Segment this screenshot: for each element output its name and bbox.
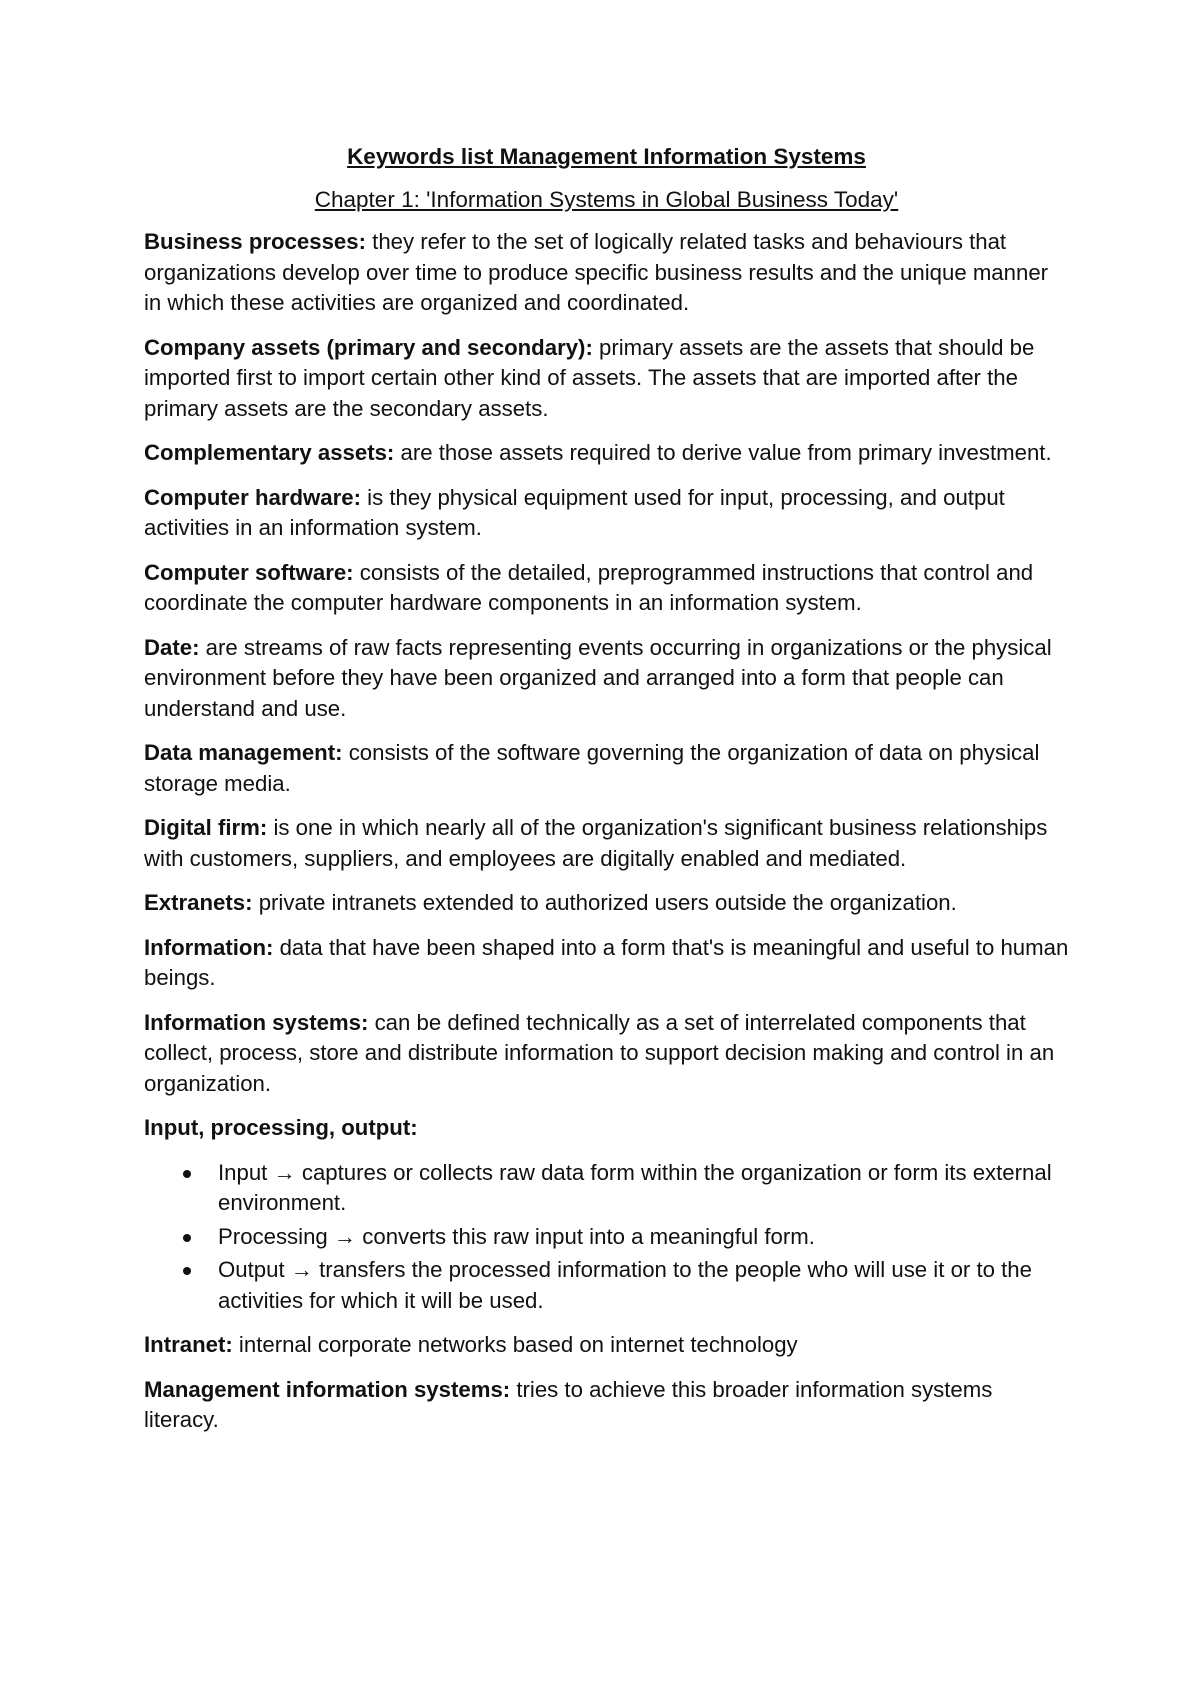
glossary-entry [144, 483, 1069, 544]
glossary-term: Input, processing, output: [144, 1115, 418, 1140]
glossary-term: Complementary assets: [144, 440, 395, 465]
bullet-icon [183, 1267, 191, 1275]
bullet-icon [183, 1170, 191, 1178]
glossary-definition: primary assets are the assets that should be imported first to import certain other kind of assets. The assets that are imported after the primary assets are the secondary assets. [144, 334, 1035, 421]
glossary-entry [144, 933, 1069, 994]
glossary-definition: is one in which nearly all of the organization's significant business relationships with customers, suppliers, and employees are digitally enabled and mediated. [144, 815, 1048, 871]
glossary-term: Management information systems: [144, 1376, 511, 1402]
glossary-entry [144, 1113, 1069, 1144]
glossary-term: Data management: [144, 740, 343, 765]
glossary-term: Intranet: [144, 1332, 233, 1357]
glossary-entry [144, 558, 1069, 619]
document-title: Keywords list Management Information Systems [347, 144, 866, 169]
glossary-definition: tries to achieve this broader information systems literacy. [144, 1376, 993, 1432]
glossary-entry [144, 813, 1069, 874]
glossary-term: Computer hardware: [144, 484, 361, 510]
glossary-definition: can be defined technically as a set of interrelated components that collect, process, store and distribute information to support decision making and control in an organization. [144, 1009, 1055, 1096]
glossary-entry [144, 633, 1069, 725]
glossary-term: Company assets (primary and secondary): [144, 334, 593, 360]
list-item-text: Processing → converts this raw input into a meaningful form. [218, 1223, 815, 1249]
glossary-term: Business processes: [144, 229, 366, 254]
chapter-subtitle: Chapter 1: 'Information Systems in Global Business Today' [314, 186, 899, 212]
glossary-entry [144, 738, 1069, 799]
glossary-entry [144, 333, 1069, 425]
glossary-term: Date: [144, 634, 200, 660]
input-processing-output-list [144, 1158, 1069, 1317]
glossary-entry [144, 888, 1069, 919]
glossary-definition: consists of the detailed, preprogrammed instructions that control and coordinate the computer hardware components in an information system. [144, 559, 1034, 615]
glossary-entry [144, 227, 1069, 319]
list-item [144, 1158, 1069, 1219]
document-body [144, 142, 1069, 1450]
list-item [144, 1222, 1069, 1253]
glossary-definition: is they physical equipment used for input, processing, and output activities in an information system. [144, 484, 1005, 540]
glossary-definition: are streams of raw facts representing events occurring in organizations or the physical environment before they have been organized and arranged into a form that people can understand and use. [144, 634, 1052, 721]
list-item-text: Input → captures or collects raw data form within the organization or form its external environment. [218, 1159, 1052, 1215]
bullet-icon [183, 1234, 191, 1242]
list-item-text: Output → transfers the processed information to the people who will use it or to the activities for which it will be used. [218, 1257, 1032, 1313]
glossary-definition: data that have been shaped into a form that's is meaningful and useful to human beings. [144, 934, 1069, 990]
glossary-term: Digital firm: [144, 815, 268, 840]
glossary-entry [144, 1008, 1069, 1100]
glossary-term: Computer software: [144, 559, 354, 585]
glossary-term: Information: [144, 934, 274, 960]
glossary-definition: they refer to the set of logically related tasks and behaviours that organizations develop over time to produce specific business results and the unique manner in which these activities are organized and coordinated. [144, 229, 1049, 315]
list-item [144, 1255, 1069, 1316]
glossary-term: Information systems: [144, 1009, 369, 1035]
glossary-entry [144, 1330, 1069, 1361]
glossary-definition: are those assets required to derive value from primary investment. [400, 440, 1052, 465]
glossary-entry [144, 1375, 1069, 1436]
glossary-entry [144, 438, 1069, 469]
glossary-definition: private intranets extended to authorized users outside the organization. [258, 890, 957, 915]
glossary-definition: internal corporate networks based on internet technology [238, 1332, 798, 1357]
glossary-definition: consists of the software governing the organization of data on physical storage media. [144, 740, 1040, 796]
glossary-term: Extranets: [144, 890, 253, 915]
